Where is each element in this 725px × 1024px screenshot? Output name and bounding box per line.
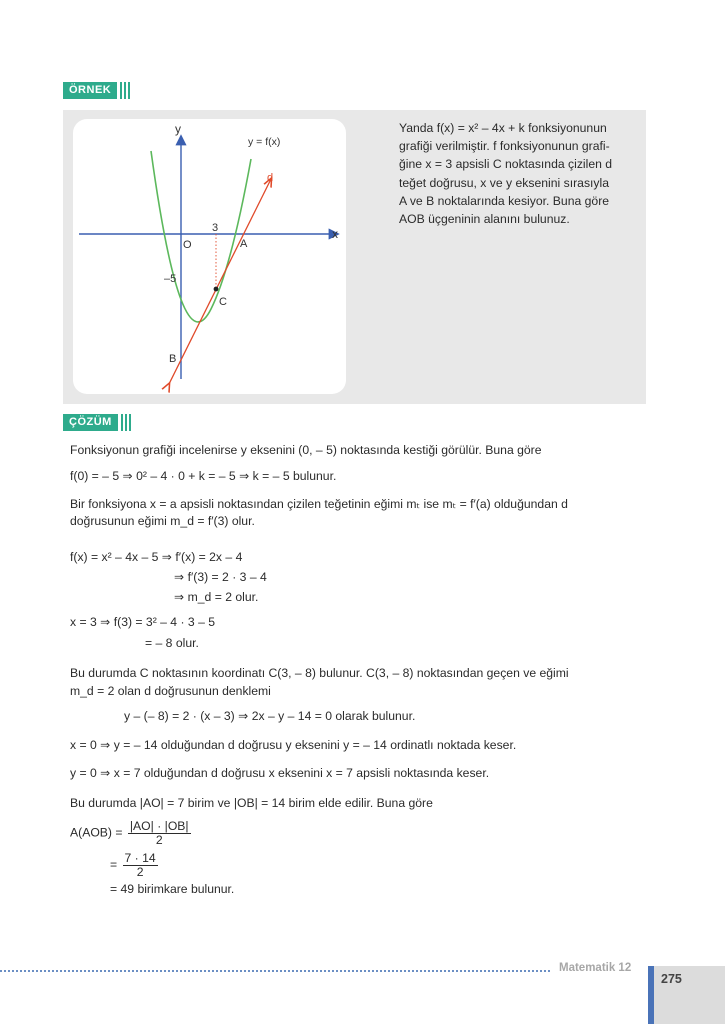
area-step-2 [110, 852, 160, 879]
tick-3-label: 3 [212, 222, 219, 234]
graph-panel [73, 119, 346, 394]
parabola-graph [73, 119, 346, 394]
problem-line: grafiği verilmiştir. f fonksiyonunun grafi- [399, 139, 610, 154]
point-c-dot [214, 287, 219, 292]
solution-tag-label: ÇÖZÜM [63, 414, 118, 431]
footer-dotted-rule [0, 970, 550, 972]
problem-line: Yanda f(x) = x² – 4x + k fonksiyonunun [399, 121, 607, 135]
function-value-line: x = 3 ⇒ f(3) = 3² – 4 · 3 – 5 [70, 615, 216, 629]
area-result: = 49 birimkare bulunur. [110, 882, 235, 896]
y-axis-label: y [175, 122, 181, 136]
footer-book-title: Matematik 12 [559, 962, 632, 974]
tag-bars-decoration [120, 82, 130, 99]
area-lhs: A(AOB) = [70, 825, 123, 840]
solution-line: Fonksiyonun grafiği incelenirse y eksenini (0, – 5) noktasında kestiği görülür. Buna göre [70, 443, 542, 457]
parabola-curve [151, 151, 251, 322]
solution-line: f(0) = – 5 ⇒ 0² – 4 · 0 + k = – 5 ⇒ k = – 5 bulunur. [70, 469, 337, 483]
solution-line: m_d = 2 olan d doğrusunun denklemi [70, 684, 271, 698]
area-denominator-2: 2 [136, 865, 144, 879]
area-fraction-2 [123, 852, 158, 879]
area-equals: = [110, 857, 118, 872]
solution-line: y = 0 ⇒ x = 7 olduğundan d doğrusu x eksenini x = 7 apsisli noktasında keser. [70, 766, 490, 780]
problem-line: ğine x = 3 apsisli C noktasında çizilen d [399, 157, 613, 172]
solution-line: doğrusunun eğimi m_d = f′(3) olur. [70, 514, 255, 528]
tag-bars-decoration [121, 414, 131, 431]
problem-text [399, 119, 639, 228]
problem-line: teğet doğrusu, x ve y eksenini sırasıyla [399, 175, 610, 190]
solution-line: x = 0 ⇒ y = – 14 olduğundan d doğrusu y eksenini y = – 14 ordinatlı noktada keser. [70, 738, 517, 752]
point-c-label: C [219, 296, 227, 308]
example-tag [63, 82, 130, 99]
area-formula [70, 820, 193, 847]
solution-line: Bu durumda C noktasının koordinatı C(3, – 8) bulunur. C(3, – 8) noktasından geçen ve eğimi [70, 666, 569, 680]
tangent-line [169, 179, 271, 384]
line-equation: y – (– 8) = 2 · (x – 3) ⇒ 2x – y – 14 = 0 olarak bulunur. [124, 709, 416, 723]
solution-tag [63, 414, 131, 431]
solution-line: Bir fonksiyona x = a apsisli noktasından çizilen teğetinin eğimi mₜ ise mₜ = f′(a) olduğundan d [70, 497, 568, 511]
point-b-label: B [169, 353, 177, 365]
curve-label: y = f(x) [248, 136, 281, 148]
example-tag-label: ÖRNEK [63, 82, 117, 99]
example-box [63, 110, 646, 404]
derivative-line: ⇒ m_d = 2 olur. [174, 590, 259, 604]
x-axis-label: x [332, 227, 338, 241]
area-fraction-1 [128, 820, 191, 847]
problem-line: A ve B noktalarında kesiyor. Buna göre [399, 193, 610, 208]
area-numerator-1: |AO| · |OB| [129, 819, 189, 833]
area-denominator-1: 2 [155, 833, 163, 847]
line-label: d [267, 172, 274, 184]
point-a-label: A [240, 238, 248, 250]
origin-label: O [183, 239, 192, 251]
page-number: 275 [661, 972, 682, 986]
derivative-line: ⇒ f′(3) = 2 · 3 – 4 [174, 570, 267, 584]
problem-line: AOB üçgeninin alanını bulunuz. [399, 212, 570, 227]
solution-line: Bu durumda |AO| = 7 birim ve |OB| = 14 birim elde edilir. Buna göre [70, 796, 433, 810]
derivative-line: f(x) = x² – 4x – 5 ⇒ f′(x) = 2x – 4 [70, 550, 243, 564]
tick-neg5-label: –5 [164, 273, 177, 285]
function-value-line: = – 8 olur. [145, 636, 199, 650]
area-numerator-2: 7 · 14 [124, 851, 156, 865]
